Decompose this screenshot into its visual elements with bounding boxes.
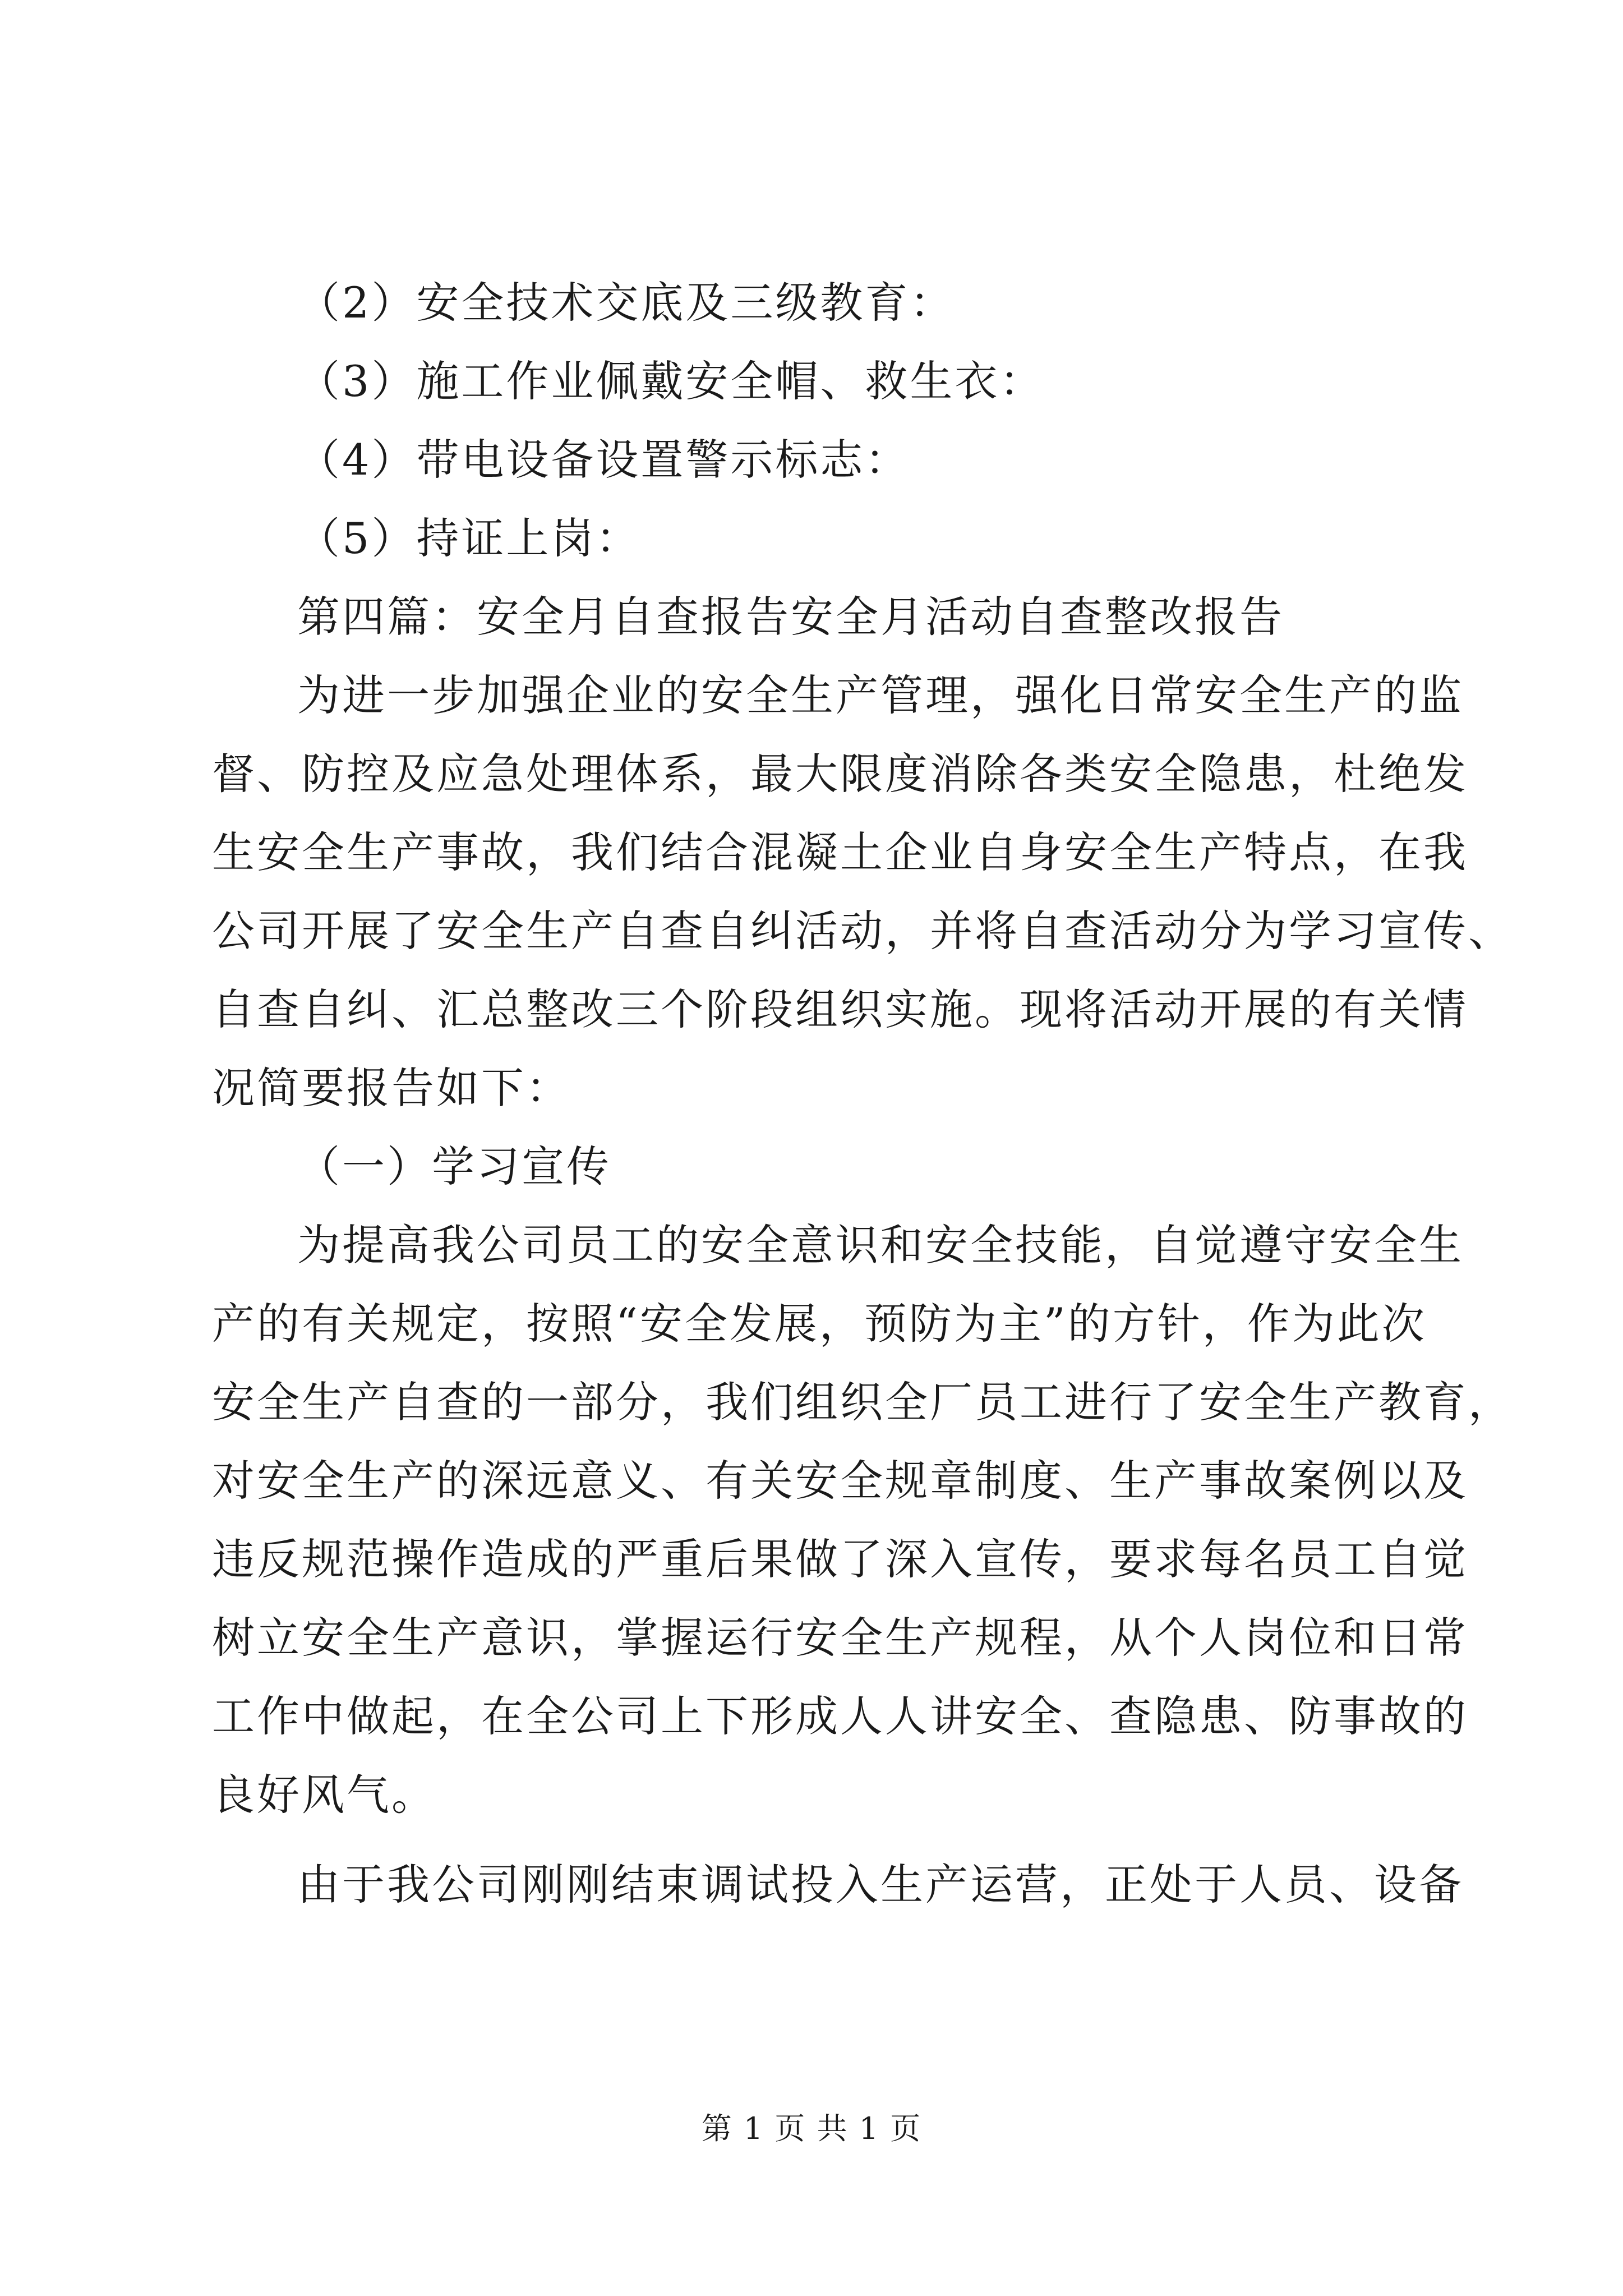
paragraph-line: 树立安全生产意识，掌握运行安全生产规程，从个人岗位和日常 [212,1613,1468,1663]
document-body [212,264,1513,1924]
list-item: （2）安全技术交底及三级教育： [297,278,955,328]
paragraph-line: 公司开展了安全生产自查自纠活动，并将自查活动分为学习宣传、 [212,906,1513,956]
paragraph-line: 生安全生产事故，我们结合混凝土企业自身安全生产特点，在我 [212,827,1468,877]
paragraph-line: 督、防控及应急处理体系，最大限度消除各类安全隐患，杜绝发 [212,749,1468,799]
paragraph-line: 为进一步加强企业的安全生产管理，强化日常安全生产的监 [297,670,1464,720]
paragraph-line: 安全生产自查的一部分，我们组织全厂员工进行了安全生产教育， [212,1377,1513,1427]
paragraph-line: 自查自纠、汇总整改三个阶段组织实施。现将活动开展的有关情 [212,984,1468,1034]
paragraph-operation [212,1846,1464,1924]
subsection-title: （一）学习宣传 [297,1142,611,1191]
paragraph-line: 为提高我公司员工的安全意识和安全技能，自觉遵守安全生 [297,1220,1464,1270]
list-item: （5）持证上岗： [297,513,641,563]
section-heading: 第四篇：安全月自查报告安全月活动自查整改报告 [297,592,1284,642]
paragraph-line: 况简要报告如下： [212,1063,571,1113]
paragraph-line: 由于我公司刚刚结束调试投入生产运营，正处于人员、设备 [297,1860,1464,1910]
paragraph-line: 良好风气。 [212,1770,436,1820]
paragraph-intro [212,656,1513,1128]
list-item: （4）带电设备设置警示标志： [297,435,910,485]
paragraph-line: 对安全生产的深远意义、有关安全规章制度、生产事故案例以及 [212,1456,1468,1506]
paragraph-line: 产的有关规定，按照“安全发展，预防为主”的方针，作为此次 [212,1299,1427,1349]
paragraph-line: 违反规范操作造成的严重后果做了深入宣传，要求每名员工自觉 [212,1534,1468,1584]
list-item: （3）施工作业佩戴安全帽、救生衣： [297,356,1045,406]
paragraph-line: 工作中做起，在全公司上下形成人人讲安全、查隐患、防事故的 [212,1691,1468,1741]
paragraph-study [212,1206,1513,1834]
page-footer: 第 1 页 共 1 页 [701,2111,922,2146]
